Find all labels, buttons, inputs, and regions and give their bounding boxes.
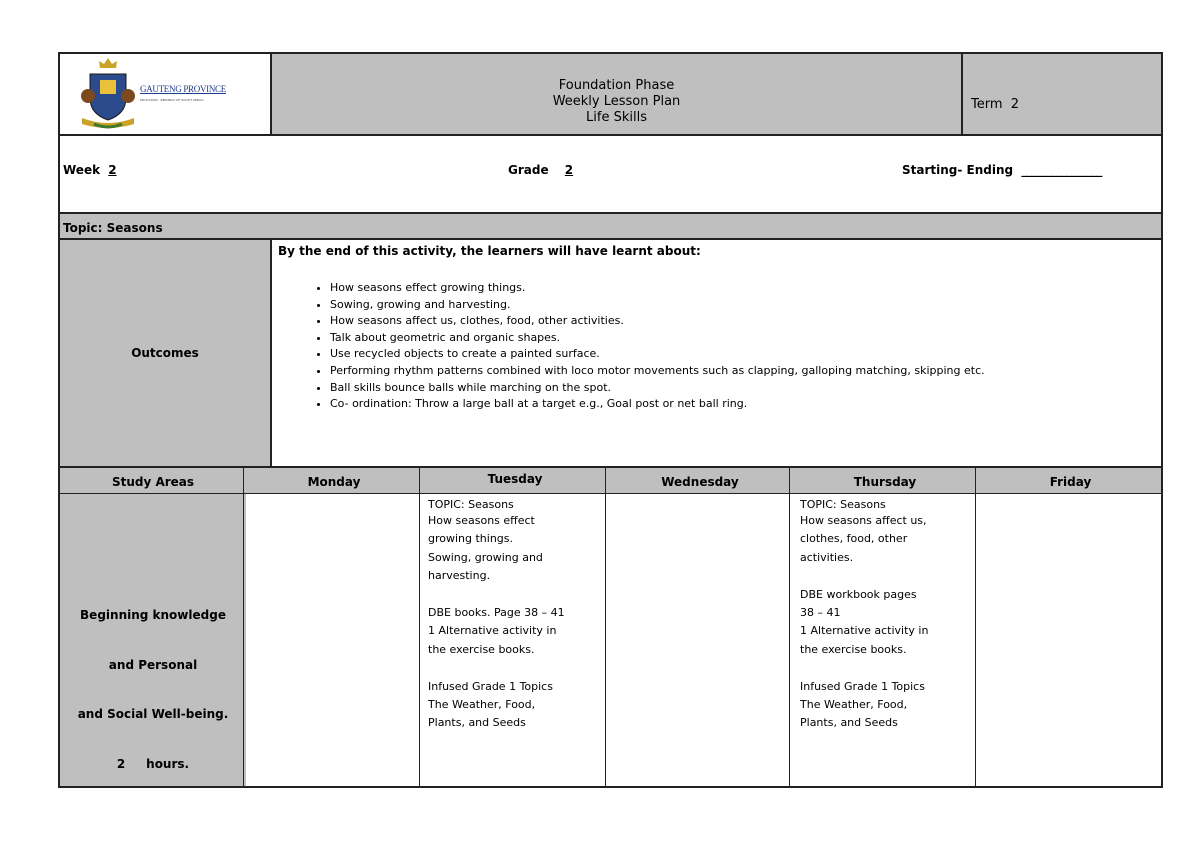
header-tuesday: Tuesday bbox=[487, 472, 543, 486]
week-label: Week bbox=[63, 163, 101, 177]
study-area-line-3: and Social Well-being. bbox=[77, 707, 229, 721]
study-area-cell bbox=[60, 494, 246, 786]
schedule-body-row bbox=[58, 494, 1163, 788]
tuesday-line: harvesting. bbox=[428, 569, 491, 583]
schedule-header-row bbox=[58, 468, 1163, 494]
study-area-line-2: and Personal bbox=[108, 657, 198, 672]
header-monday: Monday bbox=[307, 475, 361, 489]
tuesday-cell bbox=[422, 494, 608, 786]
tuesday-line: Infused Grade 1 Topics bbox=[428, 679, 553, 693]
thursday-line: the exercise books. bbox=[800, 642, 907, 656]
thursday-cell bbox=[792, 494, 978, 786]
study-area-line-4: 2 hours. bbox=[116, 756, 190, 771]
title-line-1: Foundation Phase bbox=[558, 78, 675, 93]
thursday-line: 38 – 41 bbox=[800, 606, 841, 620]
tuesday-line: Plants, and Seeds bbox=[428, 716, 526, 730]
column-divider bbox=[243, 468, 244, 788]
monday-cell bbox=[246, 494, 422, 786]
thursday-line: TOPIC: Seasons bbox=[800, 498, 886, 511]
column-divider bbox=[975, 468, 976, 788]
tuesday-line: the exercise books. bbox=[428, 642, 535, 656]
outcome-item: • Ball skills bounce balls while marching on the spot. bbox=[330, 380, 985, 397]
column-divider bbox=[789, 468, 790, 788]
logo-cell bbox=[58, 52, 272, 136]
header-wednesday: Wednesday bbox=[661, 475, 739, 489]
thursday-line: activities. bbox=[800, 550, 854, 564]
outcome-item: • How seasons effect growing things. bbox=[330, 280, 985, 297]
column-divider bbox=[419, 468, 420, 788]
friday-cell bbox=[978, 494, 1163, 786]
tuesday-line: 1 Alternative activity in bbox=[428, 624, 557, 638]
outcome-item: • Talk about geometric and organic shapes. bbox=[330, 330, 985, 347]
grade-field bbox=[508, 163, 609, 177]
tuesday-line: DBE books. Page 38 – 41 bbox=[428, 606, 565, 620]
week-value: 2 bbox=[108, 163, 117, 177]
header-thursday: Thursday bbox=[853, 475, 917, 489]
thursday-line: The Weather, Food, bbox=[800, 698, 908, 712]
title-cell bbox=[270, 52, 963, 136]
topic-label: Topic: Seasons bbox=[63, 221, 163, 235]
starting-ending-label: Starting- Ending bbox=[902, 163, 1014, 177]
grade-value: 2 bbox=[564, 163, 574, 177]
thursday-line: DBE workbook pages bbox=[800, 587, 917, 601]
header-friday: Friday bbox=[1049, 475, 1092, 489]
gauteng-coat-of-arms-icon bbox=[80, 56, 136, 132]
outcome-item: • Co- ordination: Throw a large ball at a target e.g., Goal post or net ball ring. bbox=[330, 396, 985, 413]
thursday-line: 1 Alternative activity in bbox=[800, 624, 929, 638]
grade-label: Grade bbox=[508, 163, 549, 177]
starting-ending-field bbox=[902, 163, 1101, 177]
thursday-line: Infused Grade 1 Topics bbox=[800, 679, 925, 693]
tuesday-line: Sowing, growing and bbox=[428, 550, 543, 564]
wednesday-cell bbox=[608, 494, 792, 786]
tuesday-line: How seasons effect bbox=[428, 514, 535, 527]
tuesday-line: growing things. bbox=[428, 532, 514, 546]
study-area-line-1: Beginning knowledge bbox=[80, 608, 226, 622]
thursday-line: How seasons affect us, bbox=[800, 514, 927, 527]
thursday-line: clothes, food, other bbox=[800, 532, 908, 546]
outcome-item: • How seasons affect us, clothes, food, other activities. bbox=[330, 313, 985, 330]
header-study-areas: Study Areas bbox=[111, 475, 195, 489]
outcomes-list bbox=[278, 280, 985, 413]
logo-subtext: EDUCATION · REPUBLIC OF SOUTH AFRICA bbox=[140, 98, 204, 102]
info-row bbox=[58, 134, 1163, 214]
week-field bbox=[63, 163, 144, 177]
outcome-item: • Performing rhythm patterns combined with loco motor movements such as clapping, galloping matching, skipping etc. bbox=[330, 363, 985, 380]
outcomes-intro: By the end of this activity, the learners will have learnt about: bbox=[278, 244, 701, 258]
term-cell bbox=[961, 52, 1163, 136]
outcomes-content-cell bbox=[270, 238, 1163, 468]
outcomes-label-cell bbox=[58, 238, 272, 468]
title-line-3: Life Skills bbox=[586, 110, 647, 125]
logo-text: GAUTENG PROVINCE bbox=[140, 84, 226, 94]
column-divider bbox=[605, 468, 606, 788]
term-label: Term 2 bbox=[971, 97, 1020, 112]
tuesday-line: TOPIC: Seasons bbox=[428, 498, 514, 511]
thursday-line: Plants, and Seeds bbox=[800, 716, 898, 730]
title-line-2: Weekly Lesson Plan bbox=[552, 94, 681, 109]
outcome-item: • Sowing, growing and harvesting. bbox=[330, 297, 985, 314]
starting-ending-blank: ________________ bbox=[1021, 163, 1102, 177]
tuesday-line: The Weather, Food, bbox=[428, 698, 536, 712]
topic-row bbox=[58, 212, 1163, 240]
outcome-item: • Use recycled objects to create a painted surface. bbox=[330, 346, 985, 363]
outcomes-label: Outcomes bbox=[131, 346, 199, 360]
